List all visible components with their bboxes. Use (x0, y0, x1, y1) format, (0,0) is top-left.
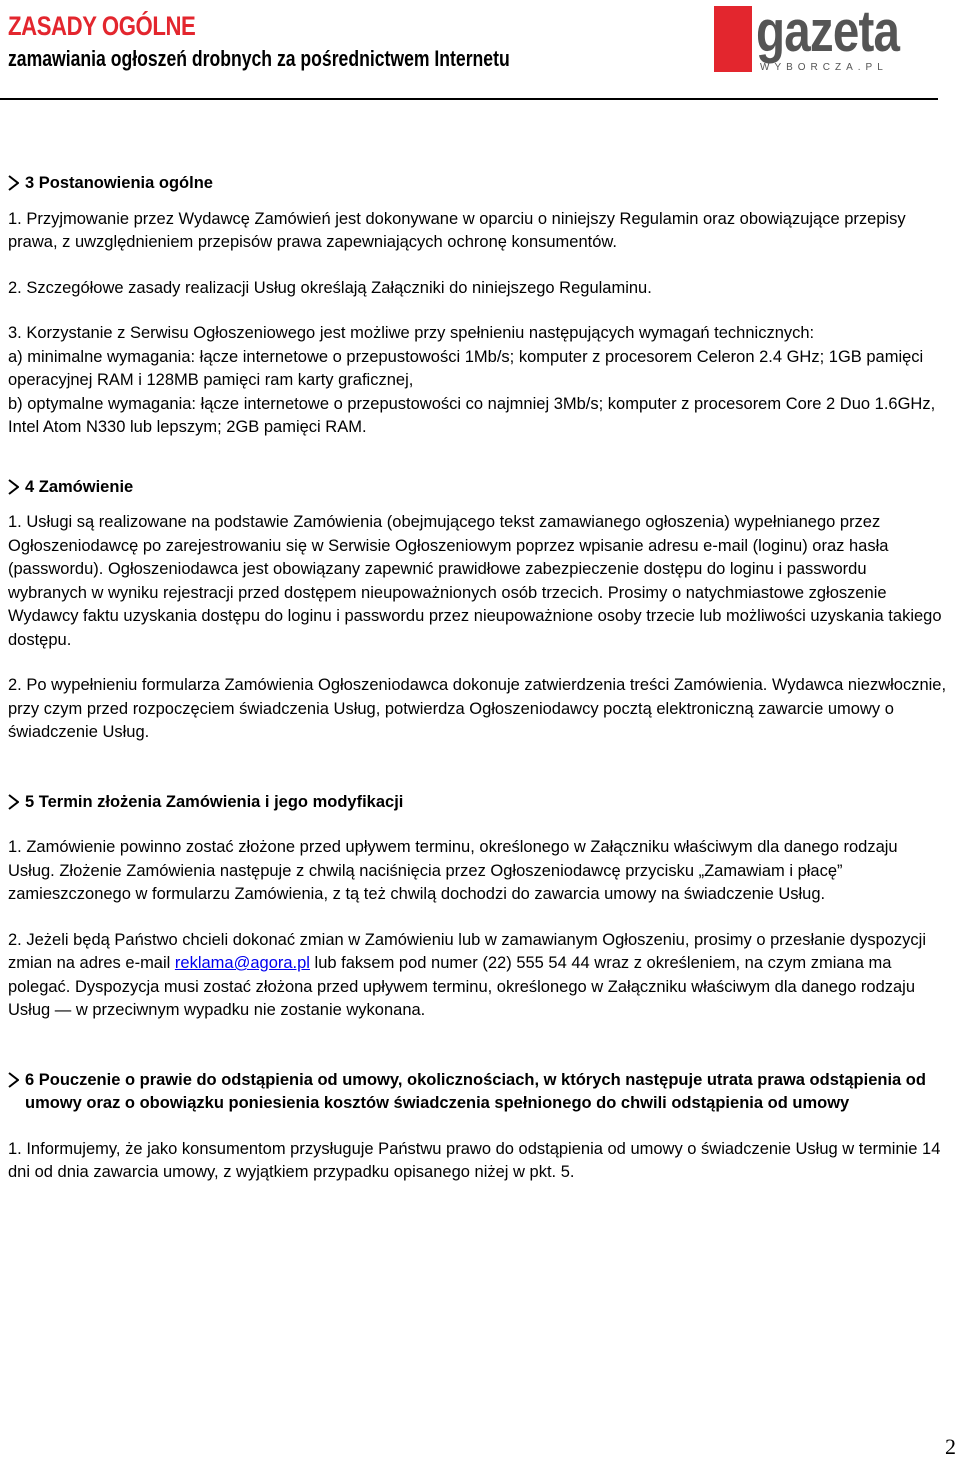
section-6-paragraph-1: 1. Informujemy, że jako konsumentom przysługuje Państwu prawo do odstąpienia od umowy o świadczenie Usług w terminie 14 dni od dnia zawarcia umowy, z wyjątkiem przypadku opisanego niżej w pkt. 5. (8, 1139, 941, 1181)
section-4-paragraph-2: 2. Po wypełnieniu formularza Zamówienia Ogłoszeniodawca dokonuje zatwierdzenia treści Zamówienia. Wydawca niezwłocznie, przy czym przed rozpoczęciem świadczenia Usług, potwierdza Ogłoszeniodawcy pocztą elektroniczną zawarcie umowy o świadczenie Usług. (8, 676, 947, 741)
logo-red-box (714, 6, 752, 72)
document-title: ZASADY OGÓLNE (8, 11, 196, 41)
document-subtitle: zamawiania ogłoszeń drobnych za pośrednictwem Internetu (8, 46, 510, 71)
gazeta-wyborcza-logo (714, 0, 904, 76)
section-5-paragraph-1: 1. Zamówienie powinno zostać złożone przed upływem terminu, określonego w Załączniku właściwym dla danego rodzaju Usług. Złożenie Zamówienia następuje z chwilą naciśnięcia przez Ogłoszeniodawcę przycisku „Zamawiam i płacę” zamieszczonego w formularzu Zamówienia, z tą też chwilą dochodzi do zawarcia umowy na świadczenie Usług. (8, 838, 898, 903)
section-5-paragraph-2-end: lub faksem pod numer (22) 555 54 44 wraz z określeniem, na czym zmiana ma polegać. Dyspozycja musi zostać złożona przed upływem terminu, określonego w Załączniku właściwym dla danego rodzaju Usług — w przeciwnym wypadku nie zostanie wykonana. (8, 954, 916, 1019)
section-3-paragraph-3b: b) optymalne wymagania: łącze internetowe o przepustowości co najmniej 3Mb/s; komputer z procesorem Core 2 Duo 1.6GHz, Intel Atom N330 lub lepszym; 2GB pamięci RAM. (8, 394, 936, 436)
document-body (8, 172, 948, 1185)
section-5-paragraph-2 (8, 929, 948, 1023)
email-link[interactable]: reklama@agora.pl (174, 954, 310, 972)
section-heading-5-text: 5 Termin złożenia Zamówienia i jego modyfikacji (25, 792, 404, 811)
page-header (0, 0, 960, 102)
page-number: 2 (945, 1434, 956, 1459)
section-heading-6 (8, 1069, 948, 1116)
arrow-bullet-icon (8, 1072, 19, 1088)
section-3-paragraph-2: 2. Szczegółowe zasady realizacji Usług określają Załączniki do niniejszego Regulaminu. (8, 278, 652, 297)
section-heading-4 (8, 476, 948, 500)
section-5-paragraph-2-start: 2. Jeżeli będą Państwo chcieli dokonać zmian w Zamówieniu lub w zamawianym Ogłoszeniu, prosimy o przesłanie dyspozycji zmian na adres e-mail (8, 930, 926, 972)
section-heading-3 (8, 172, 948, 196)
section-heading-3-text: 3 Postanowienia ogólne (25, 174, 213, 192)
section-heading-4-text: 4 Zamówienie (25, 477, 134, 496)
section-3-paragraph-3: 3. Korzystanie z Serwisu Ogłoszeniowego jest możliwe przy spełnieniu następujących wymagań technicznych: (8, 324, 815, 342)
header-divider (0, 98, 938, 100)
section-heading-6-text: 6 Pouczenie o prawie do odstąpienia od umowy, okolicznościach, w których następuje utrata prawa odstąpienia od umowy oraz o obowiązku poniesienia kosztów świadczenia spełnionego do chwili odstąpienia od umowy (25, 1070, 926, 1112)
logo-wordmark: gazeta (756, 0, 900, 64)
section-3-paragraph-3a: a) minimalne wymagania: łącze internetowe o przepustowości 1Mb/s; komputer z procesorem Celeron 2.4 GHz; 1GB pamięci operacyjnej RAM i 128MB pamięci ram karty graficznej, (8, 347, 924, 389)
logo-subtext: WYBORCZA.PL (760, 62, 888, 73)
arrow-bullet-icon (8, 479, 19, 495)
arrow-bullet-icon (8, 794, 19, 810)
section-4-paragraph-1: 1. Usługi są realizowane na podstawie Zamówienia (obejmującego tekst zamawianego ogłoszenia) wypełnianego przez Ogłoszeniodawcę po zarejestrowaniu się w Serwisie Ogłoszeniowym poprzez wpisanie adresu e-mail (loginu) oraz hasła (passwordu). Ogłoszeniodawca jest obowiązany zapewnić prawidłowe zabezpieczenie dostępu do loginu i passwordu wybranych w wyniku rejestracji przed dostępem nieupoważnionych osób trzecich. Prosimy o natychmiastowe zgłoszenie Wydawcy faktu uzyskania dostępu do loginu i passwordu przez nieupoważnione osoby trzecie lub możliwości uzyskania takiego dostępu. (8, 513, 942, 649)
section-3-paragraph-1: 1. Przyjmowanie przez Wydawcę Zamówień jest dokonywane w oparciu o niniejszy Regulamin oraz obowiązujące przepisy prawa, z uwzględnieniem przepisów prawa zapewniających ochronę konsumentów. (8, 209, 906, 251)
arrow-bullet-icon (8, 175, 19, 191)
section-heading-5 (8, 791, 948, 815)
